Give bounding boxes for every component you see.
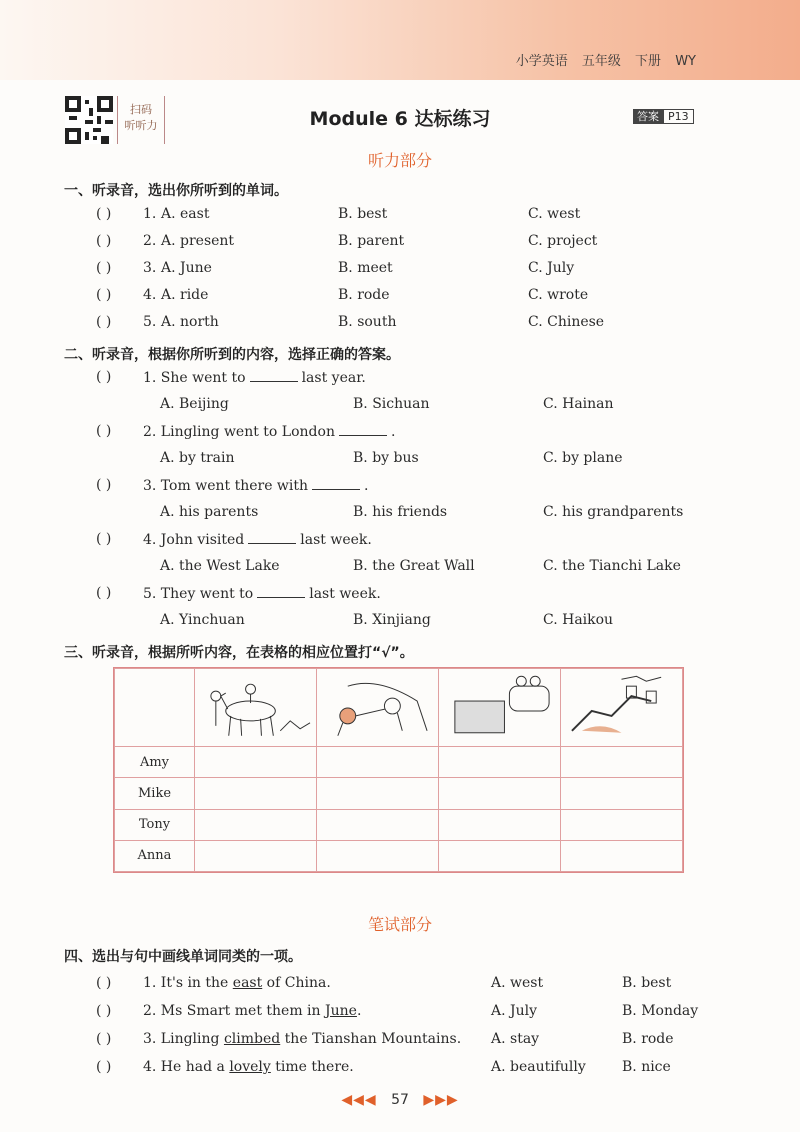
cell[interactable]	[317, 840, 439, 871]
question-text	[143, 369, 366, 386]
question-text	[143, 423, 395, 440]
question-text	[143, 975, 331, 991]
question-number: 4.	[143, 287, 157, 303]
question-part1: 3. Tom went there with	[143, 478, 309, 494]
option-a: A. east	[161, 206, 210, 222]
option-b: B. best	[622, 975, 672, 991]
option-a: A. by train	[160, 450, 235, 466]
row-name-mike: Mike	[115, 778, 195, 809]
row-name-amy: Amy	[115, 747, 195, 778]
question-pre: 3. Lingling	[143, 1031, 224, 1047]
option-a: A. present	[161, 233, 235, 249]
option-b: B. meet	[338, 260, 393, 276]
picture-climbing	[317, 669, 439, 747]
question-text	[143, 585, 381, 602]
cell[interactable]	[195, 778, 317, 809]
question-part1: 1. She went to	[143, 370, 246, 386]
question-post: of China.	[262, 975, 331, 991]
option-c: C. Haikou	[543, 612, 614, 628]
question-part1: 4. John visited	[143, 532, 245, 548]
answer-paren[interactable]: ( )	[96, 206, 112, 222]
question-post: the Tianshan Mountains.	[280, 1031, 462, 1047]
option-a: A. his parents	[160, 504, 259, 520]
row-name-anna: Anna	[115, 840, 195, 871]
question-text	[143, 1059, 354, 1075]
option-a: A. July	[491, 1003, 538, 1019]
picture-great-wall	[561, 669, 683, 747]
option-a: A. June	[161, 260, 212, 276]
question-post: time there.	[270, 1059, 354, 1075]
option-a: A. stay	[491, 1031, 540, 1047]
question-pre: 2. Ms Smart met them in	[143, 1003, 325, 1019]
picture-horse-riding	[195, 669, 317, 747]
answer-paren[interactable]: ( )	[96, 975, 112, 991]
answer-blank[interactable]	[312, 477, 360, 490]
cell[interactable]	[317, 747, 439, 778]
question-part2: .	[390, 424, 396, 440]
answer-paren[interactable]: ( )	[96, 1031, 112, 1047]
answer-label: 答案	[633, 109, 663, 124]
question-text	[143, 531, 372, 548]
scan-listen-label: 扫码 听听力	[117, 96, 165, 144]
cell[interactable]	[195, 840, 317, 871]
option-a: A. west	[491, 975, 544, 991]
answer-blank[interactable]	[339, 423, 387, 436]
part2-heading: 二、听录音，根据你所听到的内容，选择正确的答案。	[64, 347, 400, 363]
question-number: 1.	[143, 206, 157, 222]
question-post: .	[356, 1003, 362, 1019]
answer-paren[interactable]: ( )	[96, 477, 112, 493]
answer-paren[interactable]: ( )	[96, 369, 112, 385]
option-c: C. Chinese	[528, 314, 605, 330]
question-part1: 5. They went to	[143, 586, 254, 602]
option-a: A. the West Lake	[160, 558, 280, 574]
part3-heading: 三、听录音，根据所听内容，在表格的相应位置打“√”。	[64, 645, 414, 661]
underlined-word: June	[325, 1003, 357, 1019]
answer-paren[interactable]: ( )	[96, 314, 112, 330]
next-arrows-icon: ▶▶▶	[423, 1092, 459, 1108]
answer-blank[interactable]	[250, 369, 298, 382]
cell[interactable]	[317, 809, 439, 840]
page-footer	[0, 1092, 800, 1108]
answer-paren[interactable]: ( )	[96, 287, 112, 303]
option-b: B. Xinjiang	[353, 612, 431, 628]
answer-paren[interactable]: ( )	[96, 585, 112, 601]
cell[interactable]	[561, 809, 683, 840]
option-b: B. the Great Wall	[353, 558, 475, 574]
answer-paren[interactable]: ( )	[96, 423, 112, 439]
page-number: 57	[391, 1092, 409, 1108]
question-text	[143, 477, 369, 494]
page-title: Module 6 达标练习	[309, 108, 491, 130]
option-c: C. the Tianchi Lake	[543, 558, 681, 574]
listening-section-title: 听力部分	[367, 151, 432, 170]
answer-paren[interactable]: ( )	[96, 1003, 112, 1019]
row-name-tony: Tony	[115, 809, 195, 840]
table-corner	[115, 669, 195, 747]
option-a: A. ride	[161, 287, 209, 303]
option-a: A. north	[161, 314, 219, 330]
option-c: C. his grandparents	[543, 504, 684, 520]
option-a: A. Beijing	[160, 396, 229, 412]
option-c: C. by plane	[543, 450, 623, 466]
answer-table	[113, 667, 684, 873]
question-number: 5.	[143, 314, 157, 330]
option-a: A. beautifully	[491, 1059, 586, 1075]
option-b: B. best	[338, 206, 388, 222]
part4-heading: 四、选出与句中画线单词同类的一项。	[64, 949, 302, 965]
option-c: C. west	[528, 206, 581, 222]
answer-paren[interactable]: ( )	[96, 531, 112, 547]
answer-paren[interactable]: ( )	[96, 1059, 112, 1075]
option-b: B. rode	[338, 287, 390, 303]
option-b: B. Sichuan	[353, 396, 430, 412]
answer-blank[interactable]	[257, 585, 305, 598]
question-text	[143, 1003, 361, 1019]
cell[interactable]	[439, 809, 561, 840]
option-b: B. his friends	[353, 504, 448, 520]
option-c: C. Hainan	[543, 396, 614, 412]
header-text: 小学英语 五年级 下册 WY	[515, 54, 696, 69]
option-c: C. July	[528, 260, 575, 276]
answer-paren[interactable]: ( )	[96, 233, 112, 249]
cell[interactable]	[561, 840, 683, 871]
cell[interactable]	[195, 747, 317, 778]
question-part2: last year.	[301, 370, 366, 386]
question-part1: 2. Lingling went to London	[143, 424, 335, 440]
cell[interactable]	[439, 778, 561, 809]
question-pre: 1. It's in the	[143, 975, 233, 991]
question-part2: last week.	[309, 586, 381, 602]
option-a: A. Yinchuan	[160, 612, 245, 628]
option-b: B. nice	[622, 1059, 671, 1075]
option-b: B. Monday	[622, 1003, 699, 1019]
option-b: B. rode	[622, 1031, 674, 1047]
answer-page: P13	[663, 109, 694, 124]
option-b: B. by bus	[353, 450, 419, 466]
question-pre: 4. He had a	[143, 1059, 230, 1075]
option-c: C. wrote	[528, 287, 589, 303]
question-part2: .	[364, 478, 369, 494]
underlined-word: climbed	[223, 1031, 281, 1047]
header-banner	[0, 0, 800, 80]
cell[interactable]	[195, 809, 317, 840]
question-part2: last week.	[300, 532, 372, 548]
underlined-word: lovely	[229, 1059, 271, 1075]
answer-paren[interactable]: ( )	[96, 260, 112, 276]
option-b: B. parent	[338, 233, 405, 249]
cell[interactable]	[317, 778, 439, 809]
underlined-word: east	[232, 975, 263, 991]
question-text	[143, 1031, 461, 1047]
prev-arrows-icon: ◀◀◀	[341, 1092, 377, 1108]
answer-badge	[633, 109, 694, 124]
option-c: C. project	[528, 233, 598, 249]
cell[interactable]	[561, 778, 683, 809]
part1-heading: 一、听录音，选出你所听到的单词。	[64, 183, 288, 199]
question-number: 2.	[143, 233, 157, 249]
question-number: 3.	[143, 260, 157, 276]
answer-blank[interactable]	[248, 531, 296, 544]
writing-section-title: 笔试部分	[367, 915, 432, 934]
cell[interactable]	[439, 840, 561, 871]
cell[interactable]	[439, 747, 561, 778]
cell[interactable]	[561, 747, 683, 778]
picture-watching-tv	[439, 669, 561, 747]
option-b: B. south	[338, 314, 397, 330]
